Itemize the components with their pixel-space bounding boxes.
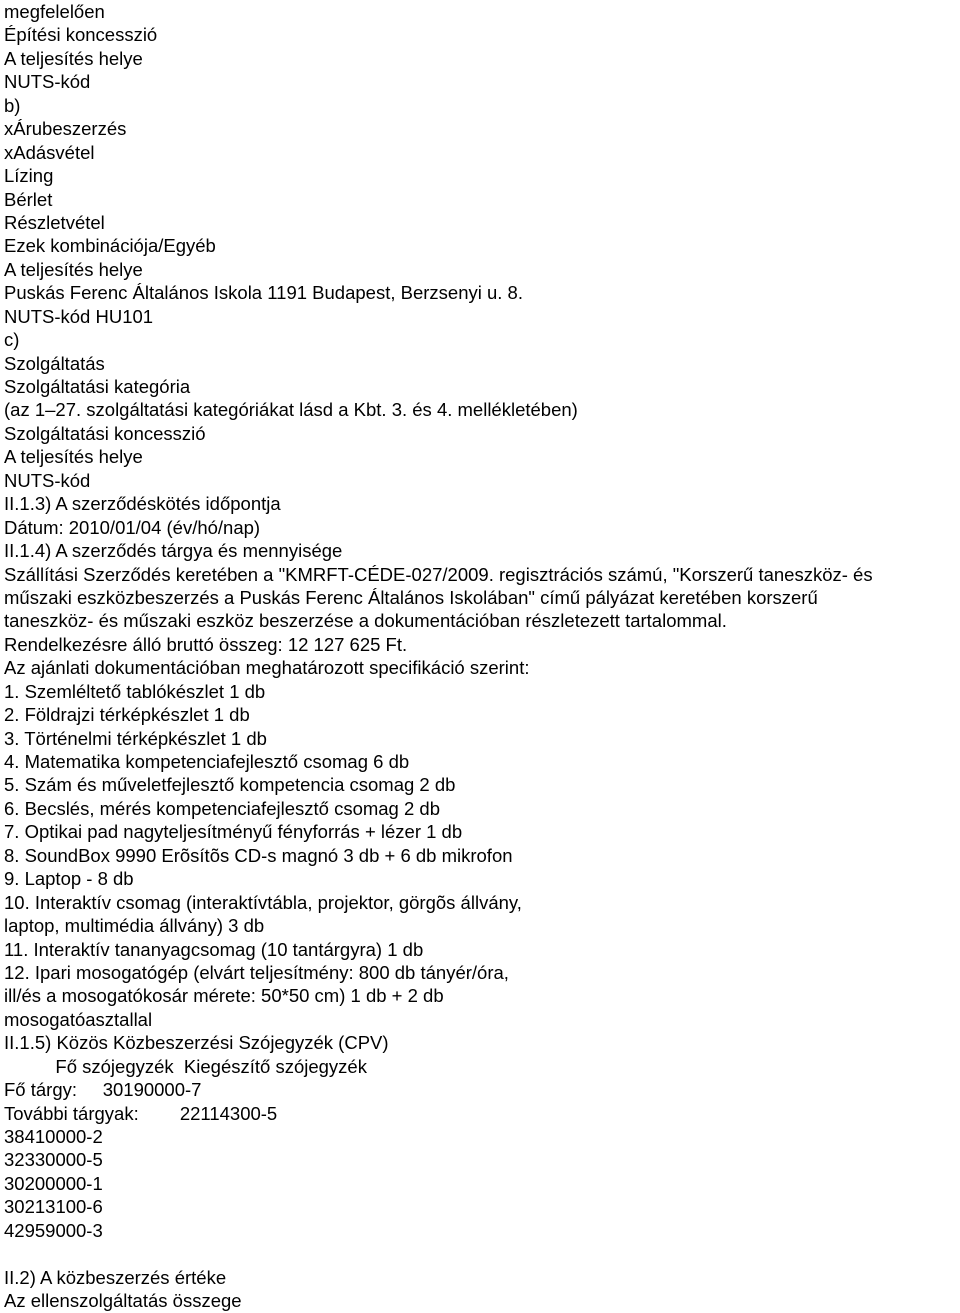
text-line: b) bbox=[4, 94, 21, 116]
text-line: További tárgyak: 22114300-5 bbox=[4, 1102, 278, 1124]
text-line: 3. Történelmi térképkészlet 1 db bbox=[4, 727, 267, 749]
text-line: 5. Szám és műveletfejlesztő kompetencia csomag 2 db bbox=[4, 774, 456, 796]
text-line: Ezek kombinációja/Egyéb bbox=[4, 235, 216, 257]
text-line: Szolgáltatási kategória bbox=[4, 376, 191, 397]
text-line: xÁrubeszerzés bbox=[4, 118, 127, 140]
text-line: ill/és a mosogatókosár mérete: 50*50 cm) 1 db + 2 db bbox=[4, 985, 444, 1007]
text-line: A teljesítés helye bbox=[4, 258, 143, 280]
text-line: NUTS-kód HU101 bbox=[4, 305, 154, 327]
text-line: xAdásvétel bbox=[4, 141, 95, 163]
text-line: A teljesítés helye bbox=[4, 446, 143, 468]
text-line: 2. Földrajzi térképkészlet 1 db bbox=[4, 704, 250, 726]
text-line: Részletvétel bbox=[4, 211, 105, 233]
text-line: 11. Interaktív tananyagcsomag (10 tantárgyra) 1 db bbox=[4, 938, 424, 960]
text-line: műszaki eszközbeszerzés a Puskás Ferenc Általános Iskolában" című pályázat keretében korszerű bbox=[4, 586, 818, 608]
text-line: laptop, multimédia állvány) 3 db bbox=[4, 915, 265, 937]
text-line: II.2) A közbeszerzés értéke bbox=[4, 1266, 227, 1288]
text-line: 6. Becslés, mérés kompetenciafejlesztő csomag 2 db bbox=[4, 797, 440, 819]
text-line: Építési koncesszió bbox=[4, 24, 158, 46]
text-line: Fő szójegyzék Kiegészítő szójegyzék bbox=[4, 1055, 367, 1077]
text-line: II.1.4) A szerződés tárgya és mennyisége bbox=[4, 540, 343, 562]
text-line: (az 1–27. szolgáltatási kategóriákat lásd a Kbt. 3. és 4. mellékletében) bbox=[4, 399, 578, 421]
text-line: Dátum: 2010/01/04 (év/hó/nap) bbox=[4, 516, 261, 538]
text-line: NUTS-kód bbox=[4, 469, 91, 491]
text-line: Szolgáltatási koncesszió bbox=[4, 422, 206, 444]
text-line: megfelelően bbox=[4, 1, 105, 22]
text-line: 8. SoundBox 9990 Erõsítõs CD-s magnó 3 db + 6 db mikrofon bbox=[4, 844, 513, 866]
text-line: Lízing bbox=[4, 165, 54, 187]
text-line: Rendelkezésre álló bruttó összeg: 12 127 625 Ft. bbox=[4, 633, 408, 655]
text-line: Fő tárgy: 30190000-7 bbox=[4, 1079, 202, 1101]
text-line: 42959000-3 bbox=[4, 1219, 103, 1241]
text-line: Puskás Ferenc Általános Iskola 1191 Budapest, Berzsenyi u. 8. bbox=[4, 282, 523, 304]
text-line: mosogatóasztallal bbox=[4, 1008, 153, 1030]
text-line: 32330000-5 bbox=[4, 1149, 103, 1171]
text-line: Szolgáltatás bbox=[4, 352, 105, 374]
text-line: 30200000-1 bbox=[4, 1172, 103, 1194]
text-line: 9. Laptop - 8 db bbox=[4, 868, 134, 890]
text-line: Bérlet bbox=[4, 188, 53, 210]
document-text bbox=[4, 0, 956, 1313]
text-line: II.1.3) A szerződéskötés időpontja bbox=[4, 493, 281, 515]
text-line: taneszköz- és műszaki eszköz beszerzése a dokumentációban részletezett tartalommal. bbox=[4, 610, 727, 632]
text-line: II.1.5) Közös Közbeszerzési Szójegyzék (CPV) bbox=[4, 1032, 389, 1054]
text-line: 7. Optikai pad nagyteljesítményű fényforrás + lézer 1 db bbox=[4, 821, 463, 843]
text-line: 4. Matematika kompetenciafejlesztő csomag 6 db bbox=[4, 751, 410, 772]
text-line: NUTS-kód bbox=[4, 71, 91, 93]
text-line: 1. Szemléltető tablókészlet 1 db bbox=[4, 680, 266, 702]
text-line: 30213100-6 bbox=[4, 1196, 103, 1218]
text-line: Szállítási Szerződés keretében a "KMRFT-CÉDE-027/2009. regisztrációs számú, "Korszerű taneszköz- és bbox=[4, 563, 873, 585]
text-line: 10. Interaktív csomag (interaktívtábla, projektor, görgõs állvány, bbox=[4, 891, 522, 913]
text-line: 38410000-2 bbox=[4, 1126, 103, 1147]
text-line: 12. Ipari mosogatógép (elvárt teljesítmény: 800 db tányér/óra, bbox=[4, 961, 509, 983]
text-line: A teljesítés helye bbox=[4, 47, 143, 69]
text-line: Az ajánlati dokumentációban meghatározott specifikáció szerint: bbox=[4, 657, 530, 679]
text-line: Az ellenszolgáltatás összege bbox=[4, 1290, 242, 1312]
blank-line bbox=[4, 1242, 956, 1265]
text-line: c) bbox=[4, 329, 20, 351]
